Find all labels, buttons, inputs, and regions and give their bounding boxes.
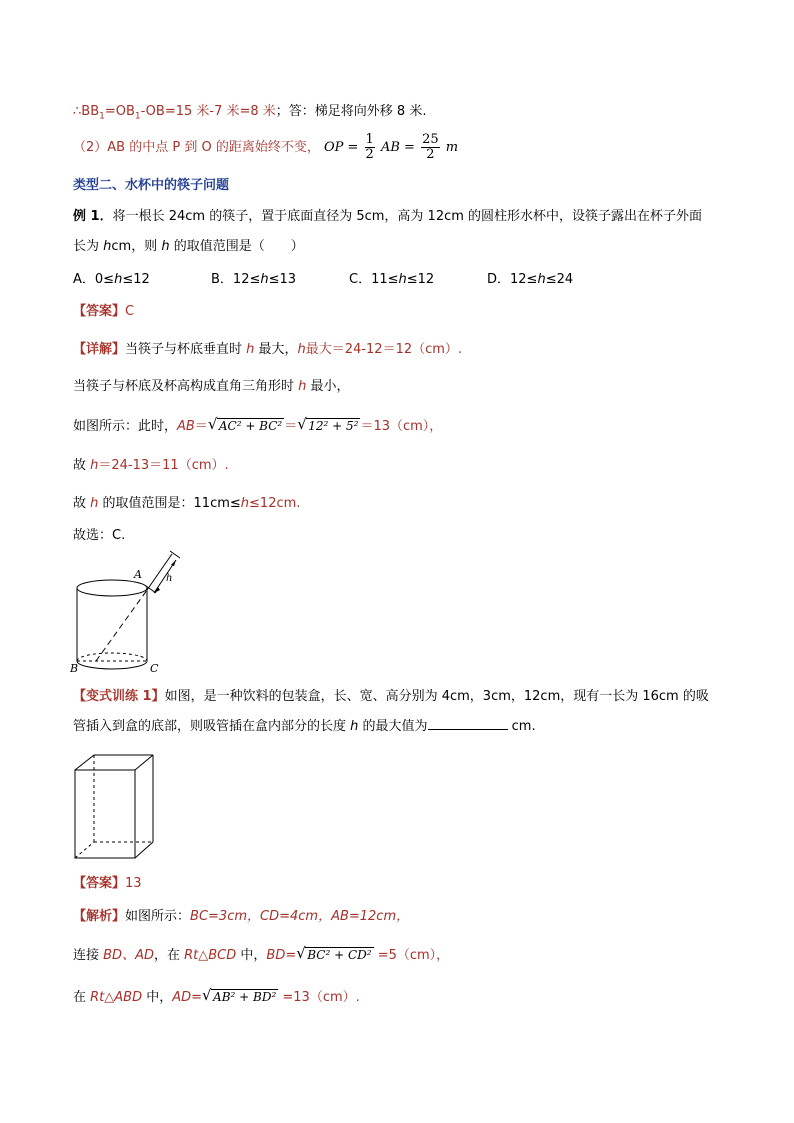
section-title: 类型二、水杯中的筷子问题: [73, 178, 230, 193]
cylinder-bottom-back: [77, 653, 147, 661]
example1-answer: [73, 302, 134, 322]
option-label: D．12≤: [487, 272, 538, 287]
option-rest: ≤24: [545, 272, 574, 287]
variant1-analysis1: [73, 907, 409, 927]
text: 中，: [142, 990, 173, 1005]
text-bb: ∴BB: [73, 104, 100, 119]
math-bd: BD=: [266, 948, 297, 963]
text: ≤12cm.: [249, 496, 301, 511]
option-c[interactable]: [349, 270, 487, 290]
h-arrow-top: [171, 560, 176, 566]
sqrt-expression: [202, 985, 278, 1009]
math-triangle: Rt△ABD: [90, 990, 143, 1005]
var-h: h: [114, 272, 123, 287]
radicand: AC² + BC²: [218, 419, 283, 433]
text: 如图所示：: [125, 909, 191, 924]
text: ，在: [153, 948, 185, 963]
variant-text: 如图，是一种饮料的包装盒，长、宽、高分别为 4cm，3cm，12cm，现有一长为 16cm 的吸: [164, 689, 709, 704]
box-top-right-edge: [135, 755, 153, 770]
answer-label: 【答案】: [73, 304, 126, 319]
answer-label: 【答案】: [73, 876, 126, 891]
label-a: A: [134, 568, 142, 581]
example1-line2: [73, 237, 304, 257]
option-rest: ≤12: [406, 272, 435, 287]
answer-value: 13: [125, 876, 142, 891]
solution-line-bb1: [73, 102, 426, 127]
answer-blank[interactable]: [428, 717, 508, 730]
text: 的取值范围是（ ）: [169, 239, 304, 254]
sqrt-expression: [297, 414, 360, 438]
text: cm.: [507, 719, 536, 734]
text: 中，: [236, 948, 267, 963]
cylinder-bottom-front: [77, 661, 147, 669]
subscript: 1: [134, 111, 141, 122]
text: 最大，: [254, 342, 298, 357]
label-b: B: [70, 662, 79, 675]
option-a[interactable]: [73, 270, 211, 290]
variant1-analysis3: [73, 985, 360, 1010]
fraction-num: 25: [422, 132, 439, 147]
text: cm，则: [111, 239, 162, 254]
label-h: h: [166, 573, 173, 584]
example1-options: [73, 270, 625, 290]
var-h: h: [537, 272, 546, 287]
option-rest: ≤12: [122, 272, 150, 287]
sqrt-expression: [296, 943, 373, 967]
box-front-face: [75, 770, 135, 858]
variant1-line2: [73, 717, 536, 737]
var-h: h: [246, 342, 255, 357]
var-h: h: [90, 458, 99, 473]
text-ob: =OB: [104, 104, 135, 119]
subscript: 1: [99, 111, 105, 122]
detail-label: 【详解】: [73, 342, 126, 357]
radicand: 12² + 5²: [308, 419, 359, 433]
text: 管插入到盒的底部，则吸管插在盒内部分的长度: [73, 719, 351, 734]
text-calc: -OB=15 米-7 米=8 米: [140, 104, 276, 119]
var-h: h: [398, 272, 407, 287]
math-given: BC=3cm，CD=4cm，AB=12cm，: [190, 909, 410, 924]
text: ＝: [194, 419, 208, 434]
text: 连接: [73, 948, 104, 963]
text: ＝13（cm），: [360, 419, 443, 434]
fraction-den: 2: [365, 147, 374, 162]
option-label: B．12≤: [211, 272, 261, 287]
var-h: h: [260, 272, 269, 287]
text: 故: [73, 496, 91, 511]
text-midpoint: （2）AB 的中点 P 到 O 的距离始终不变，: [73, 140, 320, 155]
box-bottom-right-edge: [135, 842, 153, 858]
fraction-den: 2: [426, 147, 435, 162]
box-figure: [70, 750, 160, 865]
radicand: BC² + CD²: [307, 948, 372, 962]
text: ＝24-13＝11（cm）.: [98, 458, 229, 473]
math-op: OP =: [323, 140, 359, 155]
radicand: AB² + BD²: [213, 990, 277, 1004]
variant-label: 【变式训练 1】: [73, 689, 165, 704]
example1-detail1: [73, 340, 462, 360]
option-rest: ≤13: [268, 272, 297, 287]
math-ab: AB =: [380, 140, 415, 155]
text: 长为: [73, 239, 104, 254]
example1-detail2: [73, 377, 350, 397]
text: 的取值范围是：11cm≤: [98, 496, 241, 511]
text: 如图所示：此时，: [73, 419, 178, 434]
fraction-num: 1: [365, 132, 374, 147]
var-h: h: [298, 379, 307, 394]
chopstick-inside: [96, 590, 147, 661]
example1-detail5: [73, 494, 300, 514]
example1-line1: [73, 207, 702, 227]
text: 最大＝24-12＝12（cm）.: [305, 342, 463, 357]
box-top-left-edge: [75, 755, 94, 770]
var-h: h: [161, 239, 170, 254]
label-c: C: [150, 662, 159, 675]
example1-detail3: [73, 414, 442, 439]
option-label: A．0≤: [73, 272, 115, 287]
answer-value: C: [125, 304, 135, 319]
analysis-label: 【解析】: [73, 909, 126, 924]
example1-detail6: 故选：C.: [73, 528, 126, 543]
text: 当筷子与杯底及杯高构成直角三角形时: [73, 379, 299, 394]
cylinder-top-ellipse: [77, 580, 147, 596]
text: =5（cm），: [373, 948, 450, 963]
option-d[interactable]: [487, 270, 625, 290]
text: 在: [73, 990, 91, 1005]
example1-detail4: [73, 456, 229, 476]
fraction-half: [365, 133, 375, 162]
sqrt-expression: [208, 414, 284, 438]
math-ab: AB: [177, 419, 195, 434]
variant1-analysis2: [73, 943, 449, 968]
variant1-answer: [73, 874, 142, 894]
solution-line-op: [73, 133, 458, 163]
var-h: h: [90, 496, 99, 511]
var-h: h: [350, 719, 359, 734]
example-text: 将一根长 24cm 的筷子，置于底面直径为 5cm，高为 12cm 的圆柱形水杯中，设筷子露出在杯子外面: [112, 209, 703, 224]
text: 的最大值为: [358, 719, 428, 734]
option-b[interactable]: [211, 270, 349, 290]
text-answer-ladder: ；答：梯足将向外移 8 米.: [275, 104, 427, 119]
var-h: h: [103, 239, 112, 254]
math-unit: m: [445, 140, 459, 155]
text: =13（cm）.: [278, 990, 360, 1005]
fraction-25-2: [421, 133, 440, 162]
math-ad: AD=: [172, 990, 203, 1005]
math-segments: BD、AD: [103, 948, 154, 963]
box-hidden-bottom-left: [75, 842, 94, 858]
math-triangle: Rt△BCD: [184, 948, 237, 963]
text: ＝: [284, 419, 298, 434]
text: 当筷子与杯底垂直时: [125, 342, 247, 357]
var-h: h: [240, 496, 250, 511]
text: 故: [73, 458, 91, 473]
cylinder-figure: [70, 548, 190, 678]
option-label: C．11≤: [349, 272, 399, 287]
example-label: 例 1．: [73, 209, 113, 224]
variant1-line1: [73, 687, 709, 707]
var-h: h: [297, 342, 306, 357]
text: 最小，: [306, 379, 350, 394]
